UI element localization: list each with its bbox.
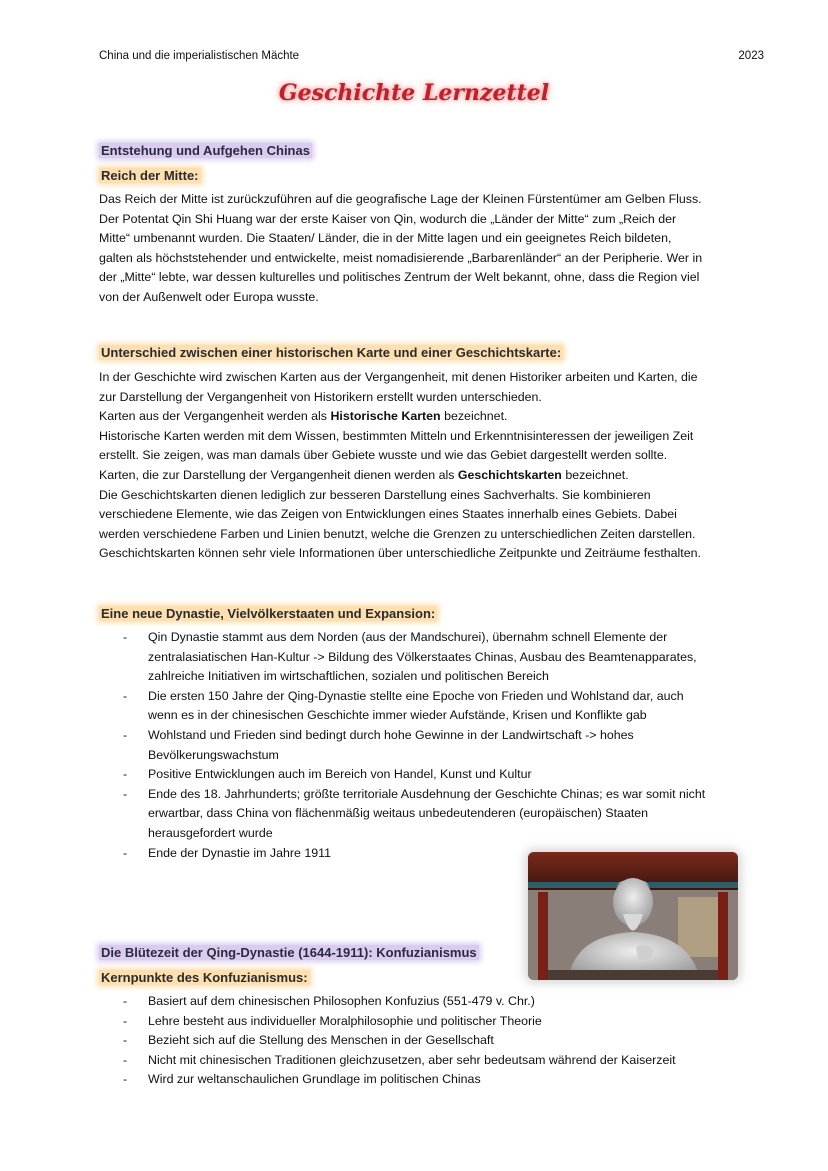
list-item: - Die ersten 150 Jahre der Qing-Dynastie stellte eine Epoche von Frieden und Wohlstand dar, auch wenn es in der chinesischen Geschichte immer wieder Aufstände, Krisen und Konflikte gab: [99, 687, 709, 726]
text-run: Karten, die zur Darstellung der Vergangenheit dienen werden als: [99, 467, 458, 482]
text-line: erstellt. Sie zeigen, was man damals über Gebiete wusste und wie das Gebiet dargestellt werden sollte.: [99, 448, 668, 463]
list-item: - Basiert auf dem chinesischen Philosophen Konfuzius (551-479 v. Chr.): [99, 992, 709, 1012]
text-line: galten als höchststehender und entwickelte, meist nomadisierende „Barbarenländer“ an der Peripherie. Wer in: [99, 250, 703, 265]
list-item: - Positive Entwicklungen auch im Bereich von Handel, Kunst und Kultur: [99, 765, 709, 785]
paragraph-karten: [99, 368, 739, 564]
page-title: Geschichte Lernzettel: [278, 80, 550, 106]
text-line: zur Darstellung der Vergangenheit von Historikern erstellt wurden unterschieden.: [99, 389, 542, 404]
text-line: Geschichtskarten können sehr viele Informationen über unterschiedliche Zeitpunkte und Zeiträume festhalten.: [99, 546, 701, 561]
list-item: - Wohlstand und Frieden sind bedingt durch hohe Gewinne in der Landwirtschaft -> hohes Bevölkerungswachstum: [99, 726, 709, 765]
confucius-statue-icon: [528, 852, 738, 980]
paragraph-reich-der-mitte: [99, 190, 739, 308]
text-run: Karten aus der Vergangenheit werden als: [99, 409, 331, 424]
text-line: verschiedene Elemente, wie das Zeigen von Entwicklungen eines Staates innerhalb eines Gebiets. Dabei: [99, 507, 677, 522]
text-line: [99, 466, 739, 486]
text-line: der „Mitte“ lebte, war dessen kulturelles und politisches Zentrum der Welt bekannt, ohne, dass die Region viel: [99, 270, 700, 285]
text-line: Historische Karten werden mit dem Wissen, bestimmten Mitteln und Erkenntnisinteressen der jeweiligen Zeit: [99, 428, 694, 443]
text-run: bezeichnet.: [440, 409, 508, 424]
confucius-statue-image: [528, 852, 738, 980]
text-line: von der Außenwelt oder Europa wusste.: [99, 289, 319, 304]
list-item: - Bezieht sich auf die Stellung des Menschen in der Gesellschaft: [99, 1031, 709, 1051]
list-item: - Lehre besteht aus individueller Moralphilosophie und politischer Theorie: [99, 1012, 709, 1032]
section-heading-entstehung: Entstehung und Aufgehen Chinas: [101, 143, 310, 158]
term-historische-karten: Historische Karten: [330, 409, 441, 424]
term-geschichtskarten: Geschichtskarten: [457, 467, 562, 482]
section-heading-dynastie: Eine neue Dynastie, Vielvölkerstaaten und Expansion:: [101, 606, 436, 621]
header-year: 2023: [738, 50, 764, 62]
text-line: In der Geschichte wird zwischen Karten aus der Vergangenheit, mit denen Historiker arbeiten und Karten, die: [99, 370, 698, 384]
subheading-kernpunkte: Kernpunkte des Konfuzianismus:: [101, 970, 308, 985]
text-line: Der Potentat Qin Shi Huang war der erste Kaiser von Qin, wodurch die „Länder der Mitte“ zum „Reich der: [99, 211, 677, 226]
text-line: Das Reich der Mitte ist zurückzuführen auf die geografische Lage der Kleinen Fürstentümer am Gelben Fluss.: [99, 192, 702, 206]
list-item: - Ende des 18. Jahrhunderts; größte territoriale Ausdehnung der Geschichte Chinas; es war somit nicht erwartbar, dass China von flächenmäßig weitaus unbedeutenderen (europäischen) Staaten herausgefordert wurde: [99, 785, 709, 844]
list-konfuzianismus: [99, 992, 709, 1090]
header-subject: China und die imperialistischen Mächte: [99, 50, 300, 62]
list-item: - Nicht mit chinesischen Traditionen gleichzusetzen, aber sehr bedeutsam während der Kaiserzeit: [99, 1051, 709, 1071]
text-line: [99, 407, 739, 427]
text-line: Die Geschichtskarten dienen lediglich zur besseren Darstellung eines Sachverhalts. Sie kombinieren: [99, 487, 651, 502]
subheading-reich-der-mitte: Reich der Mitte:: [101, 168, 199, 183]
text-run: bezeichnet.: [561, 467, 629, 482]
list-dynastie: [99, 628, 709, 863]
list-item: - Qin Dynastie stammt aus dem Norden (aus der Mandschurei), übernahm schnell Elemente der zentralasiatischen Han-Kultur -> Bildung des Völkerstaates Chinas, Ausbau des Beamtenapparates, zahlreiche Initiativen im wirtschaftlichen, sozialen und politischen Bereich: [99, 628, 709, 687]
text-line: Mitte“ umbenannt wurden. Die Staaten/ Länder, die in der Mitte lagen und ein geeignetes Reich bildeten,: [99, 231, 672, 246]
list-item: - Ende der Dynastie im Jahre 1911: [99, 844, 709, 864]
list-item: - Wird zur weltanschaulichen Grundlage im politischen Chinas: [99, 1070, 709, 1090]
section-heading-karten: Unterschied zwischen einer historischen Karte und einer Geschichtskarte:: [101, 345, 562, 360]
text-line: werden verschiedene Farben und Linien benutzt, welche die Grenzen zu unterschiedlichen Zeiten darstellen.: [99, 526, 696, 541]
section-heading-konfuzianismus: Die Blütezeit der Qing-Dynastie (1644-1911): Konfuzianismus: [101, 945, 477, 960]
